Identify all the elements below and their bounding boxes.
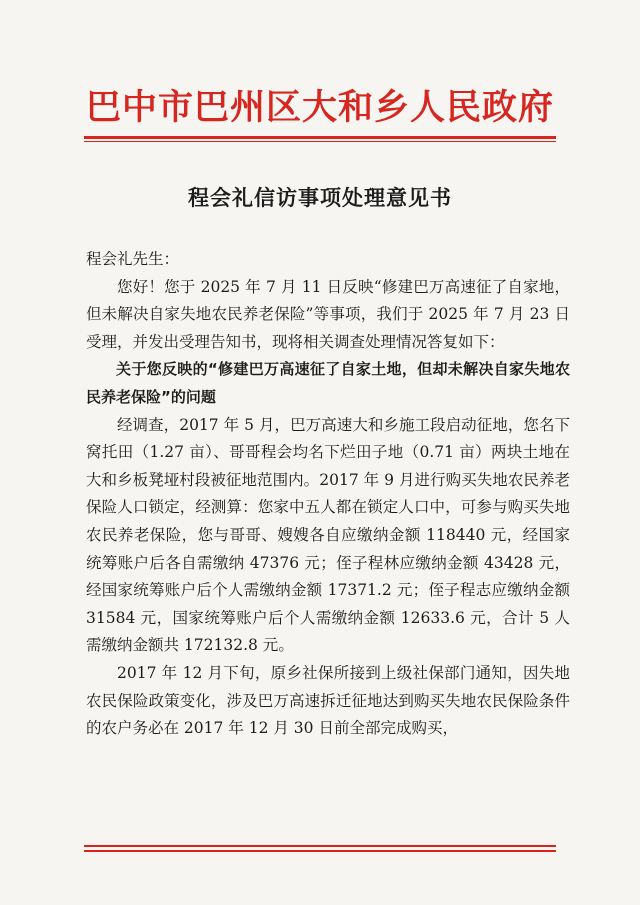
issuing-authority-title: 巴中市巴州区大和乡人民政府 [85,87,554,128]
red-header-rule [84,136,556,142]
section-heading: 关于您反映的“修建巴万高速征了自家土地，但却未解决自家失地农民养老保险”的问题 [86,360,570,406]
document-body [86,246,570,743]
salutation: 程会礼先生： [86,250,180,268]
policy-change-paragraph: 2017 年 12 月下旬，原乡社保所接到上级社保部门通知，因失地农民保险政策变化，涉及巴万高速拆迁征地达到购买失地农民保险条件的农户务必在 2017 年 12 月 30 日前全部完成购买， [86,663,570,738]
document-title: 程会礼信访事项处理意见书 [188,185,452,210]
red-footer-rule [84,845,556,852]
investigation-paragraph: 经调查，2017 年 5 月，巴万高速大和乡施工段启动征地，您名下窝托田（1.27 亩）、哥哥程会均名下烂田子地（0.71 亩）两块土地在大和乡板凳垭村段被征地范围内。2017 年 9 月进行购买失地农民养老保险人口锁定，经测算：您家中五人都在锁定人口中，可参与购买失地农民养老保险，您与哥哥、嫂嫂各自应缴纳金额 118440 元，经国家统筹账户后各自需缴纳 47376 元；侄子程林应缴纳金额 43428 元，经国家统筹账户后个人需缴纳金额 17371.2 元；侄子程志应缴纳金额 31584 元，国家统筹账户后个人需缴纳金额 12633.6 元，合计 5 人需缴纳金额共 172132.8 元。 [86,415,570,655]
opening-paragraph: 您好！您于 2025 年 7 月 11 日反映“修建巴万高速征了自家地，但未解决自家失地农民养老保险”等事项，我们于 2025 年 7 月 23 日受理，并发出受理告知书，现将相关调查处理情况答复如下： [86,277,570,351]
